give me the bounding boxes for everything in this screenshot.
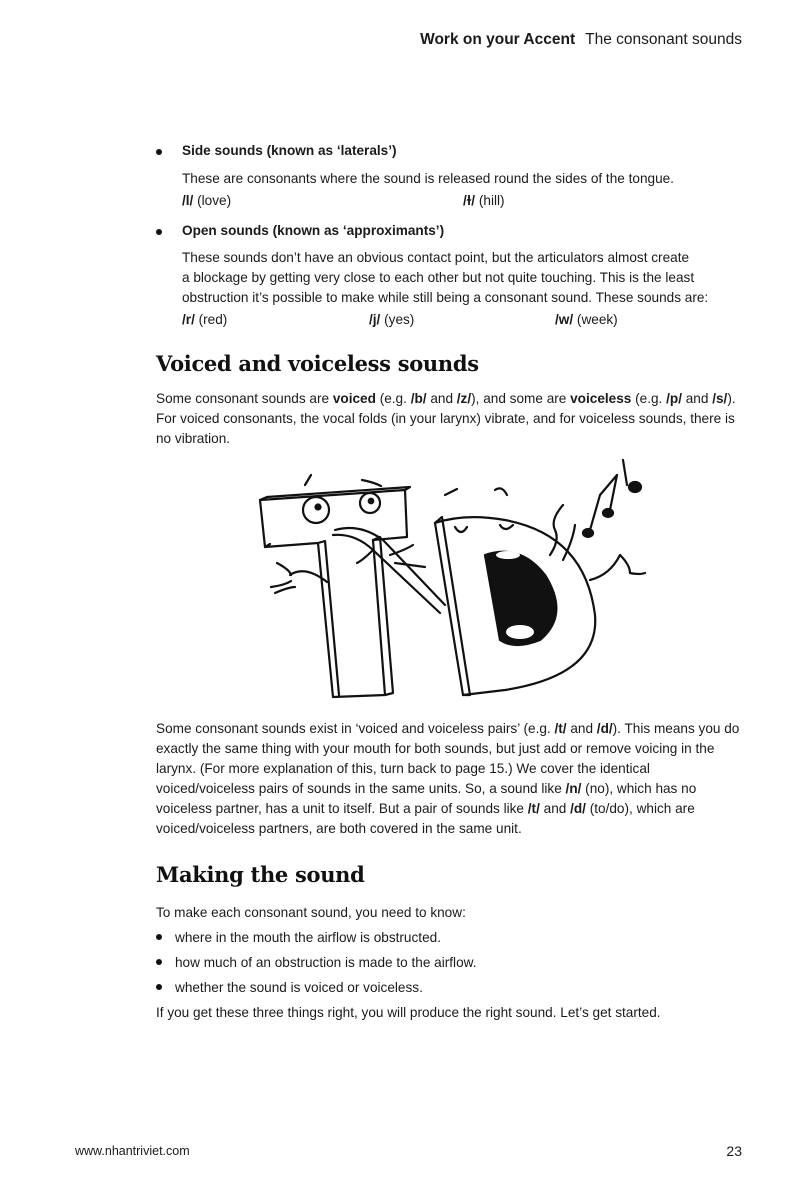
running-head (420, 31, 742, 49)
phoneme-symbol: /t/ (554, 721, 567, 736)
text: and (426, 391, 457, 406)
phoneme-symbol: /d/ (596, 721, 613, 736)
phoneme-symbol: /j/ (369, 312, 381, 327)
phoneme-symbol: /ɫ/ (463, 193, 476, 208)
text: and (566, 721, 597, 736)
term-voiced: voiced (332, 391, 376, 406)
making-content (156, 903, 746, 1023)
approximants-heading (156, 223, 444, 238)
making-intro: To make each consonant sound, you need to know: (156, 905, 466, 920)
text: ), and some are (471, 391, 571, 406)
page-number: 23 (726, 1143, 742, 1159)
book-title: Work on your Accent (420, 31, 576, 48)
example-dark-l (463, 193, 505, 208)
approximants-description (182, 248, 708, 308)
phoneme-symbol: /t/ (527, 801, 540, 816)
example-word: (hill) (478, 193, 505, 208)
example-r (182, 312, 227, 327)
chapter-title: The consonant sounds (585, 31, 742, 48)
list-item (156, 928, 746, 948)
pairs-paragraph (156, 719, 751, 839)
voiced-paragraph (156, 389, 746, 449)
text: ). This means you do exactly the same thing with your mouth for both sounds, but just add or remove voicing in the larynx. (For more explanation of this, turn back to page 15.) We cover the identical voiced/voiceless pairs of sounds in the same units. So, a sound like (156, 721, 740, 796)
text: (e.g. (375, 391, 411, 406)
text-line: These sounds don’t have an obvious contact point, but the articulators almost create (182, 250, 690, 265)
laterals-heading (156, 143, 397, 158)
example-word: (week) (576, 312, 618, 327)
music-notes-icon (550, 460, 641, 560)
text-line: obstruction it’s possible to make while still being a consonant sound. These sounds are: (182, 290, 709, 305)
example-l (182, 193, 231, 208)
phoneme-symbol: /w/ (555, 312, 574, 327)
making-conclusion: If you get these three things right, you will produce the right sound. Let’s get started. (156, 1005, 661, 1020)
example-word: (love) (197, 193, 232, 208)
letter-t-character (260, 475, 445, 697)
laterals-heading-text: Side sounds (known as ‘laterals’) (182, 143, 397, 158)
text: (e.g. (631, 391, 667, 406)
list-item-text: whether the sound is voiced or voiceless. (175, 980, 423, 995)
phoneme-symbol: /n/ (565, 781, 582, 796)
phoneme-symbol: /r/ (182, 312, 195, 327)
text: and (539, 801, 571, 816)
list-item (156, 978, 746, 998)
text: Some consonant sounds exist in ‘voiced and voiceless pairs’ (e.g. (156, 721, 555, 736)
term-voiceless: voiceless (570, 391, 632, 406)
bullet-icon (156, 934, 162, 940)
phoneme-symbol: /p/ (666, 391, 682, 406)
example-word: (yes) (384, 312, 415, 327)
phoneme-symbol: /s/ (712, 391, 728, 406)
bullet-icon (156, 149, 162, 155)
list-item-text: where in the mouth the airflow is obstructed. (175, 930, 441, 945)
list-item (156, 953, 746, 973)
section-heading-voiced: Voiced and voiceless sounds (156, 351, 479, 376)
text: (to/do), which are voiced/voiceless partners, are both covered in the same unit. (156, 801, 695, 836)
text: ). For voiced consonants, the vocal folds (in your larynx) vibrate, and for voiceless sounds, there is no vibration. (156, 391, 736, 446)
text: and (681, 391, 713, 406)
example-w (555, 312, 618, 327)
td-cartoon-illustration (245, 455, 655, 705)
bullet-icon (156, 959, 162, 965)
phoneme-symbol: /b/ (410, 391, 427, 406)
text-line: a blockage by getting very close to each other but not quite touching. This is the least (182, 270, 695, 285)
section-heading-making: Making the sound (156, 862, 365, 887)
laterals-description: These are consonants where the sound is released round the sides of the tongue. (182, 171, 674, 186)
approximants-heading-text: Open sounds (known as ‘approximants’) (182, 223, 445, 238)
text: (no), which has no voiceless partner, has a unit to itself. But a pair of sounds like (156, 781, 697, 816)
footer-url: www.nhantriviet.com (75, 1144, 190, 1158)
bullet-icon (156, 984, 162, 990)
letter-d-character (435, 488, 645, 695)
phoneme-symbol: /z/ (456, 391, 472, 406)
text: Some consonant sounds are (156, 391, 333, 406)
phoneme-symbol: /d/ (570, 801, 586, 816)
example-word: (red) (198, 312, 228, 327)
list-item-text: how much of an obstruction is made to the airflow. (175, 955, 477, 970)
example-j (369, 312, 414, 327)
phoneme-symbol: /l/ (182, 193, 194, 208)
bullet-icon (156, 229, 162, 235)
